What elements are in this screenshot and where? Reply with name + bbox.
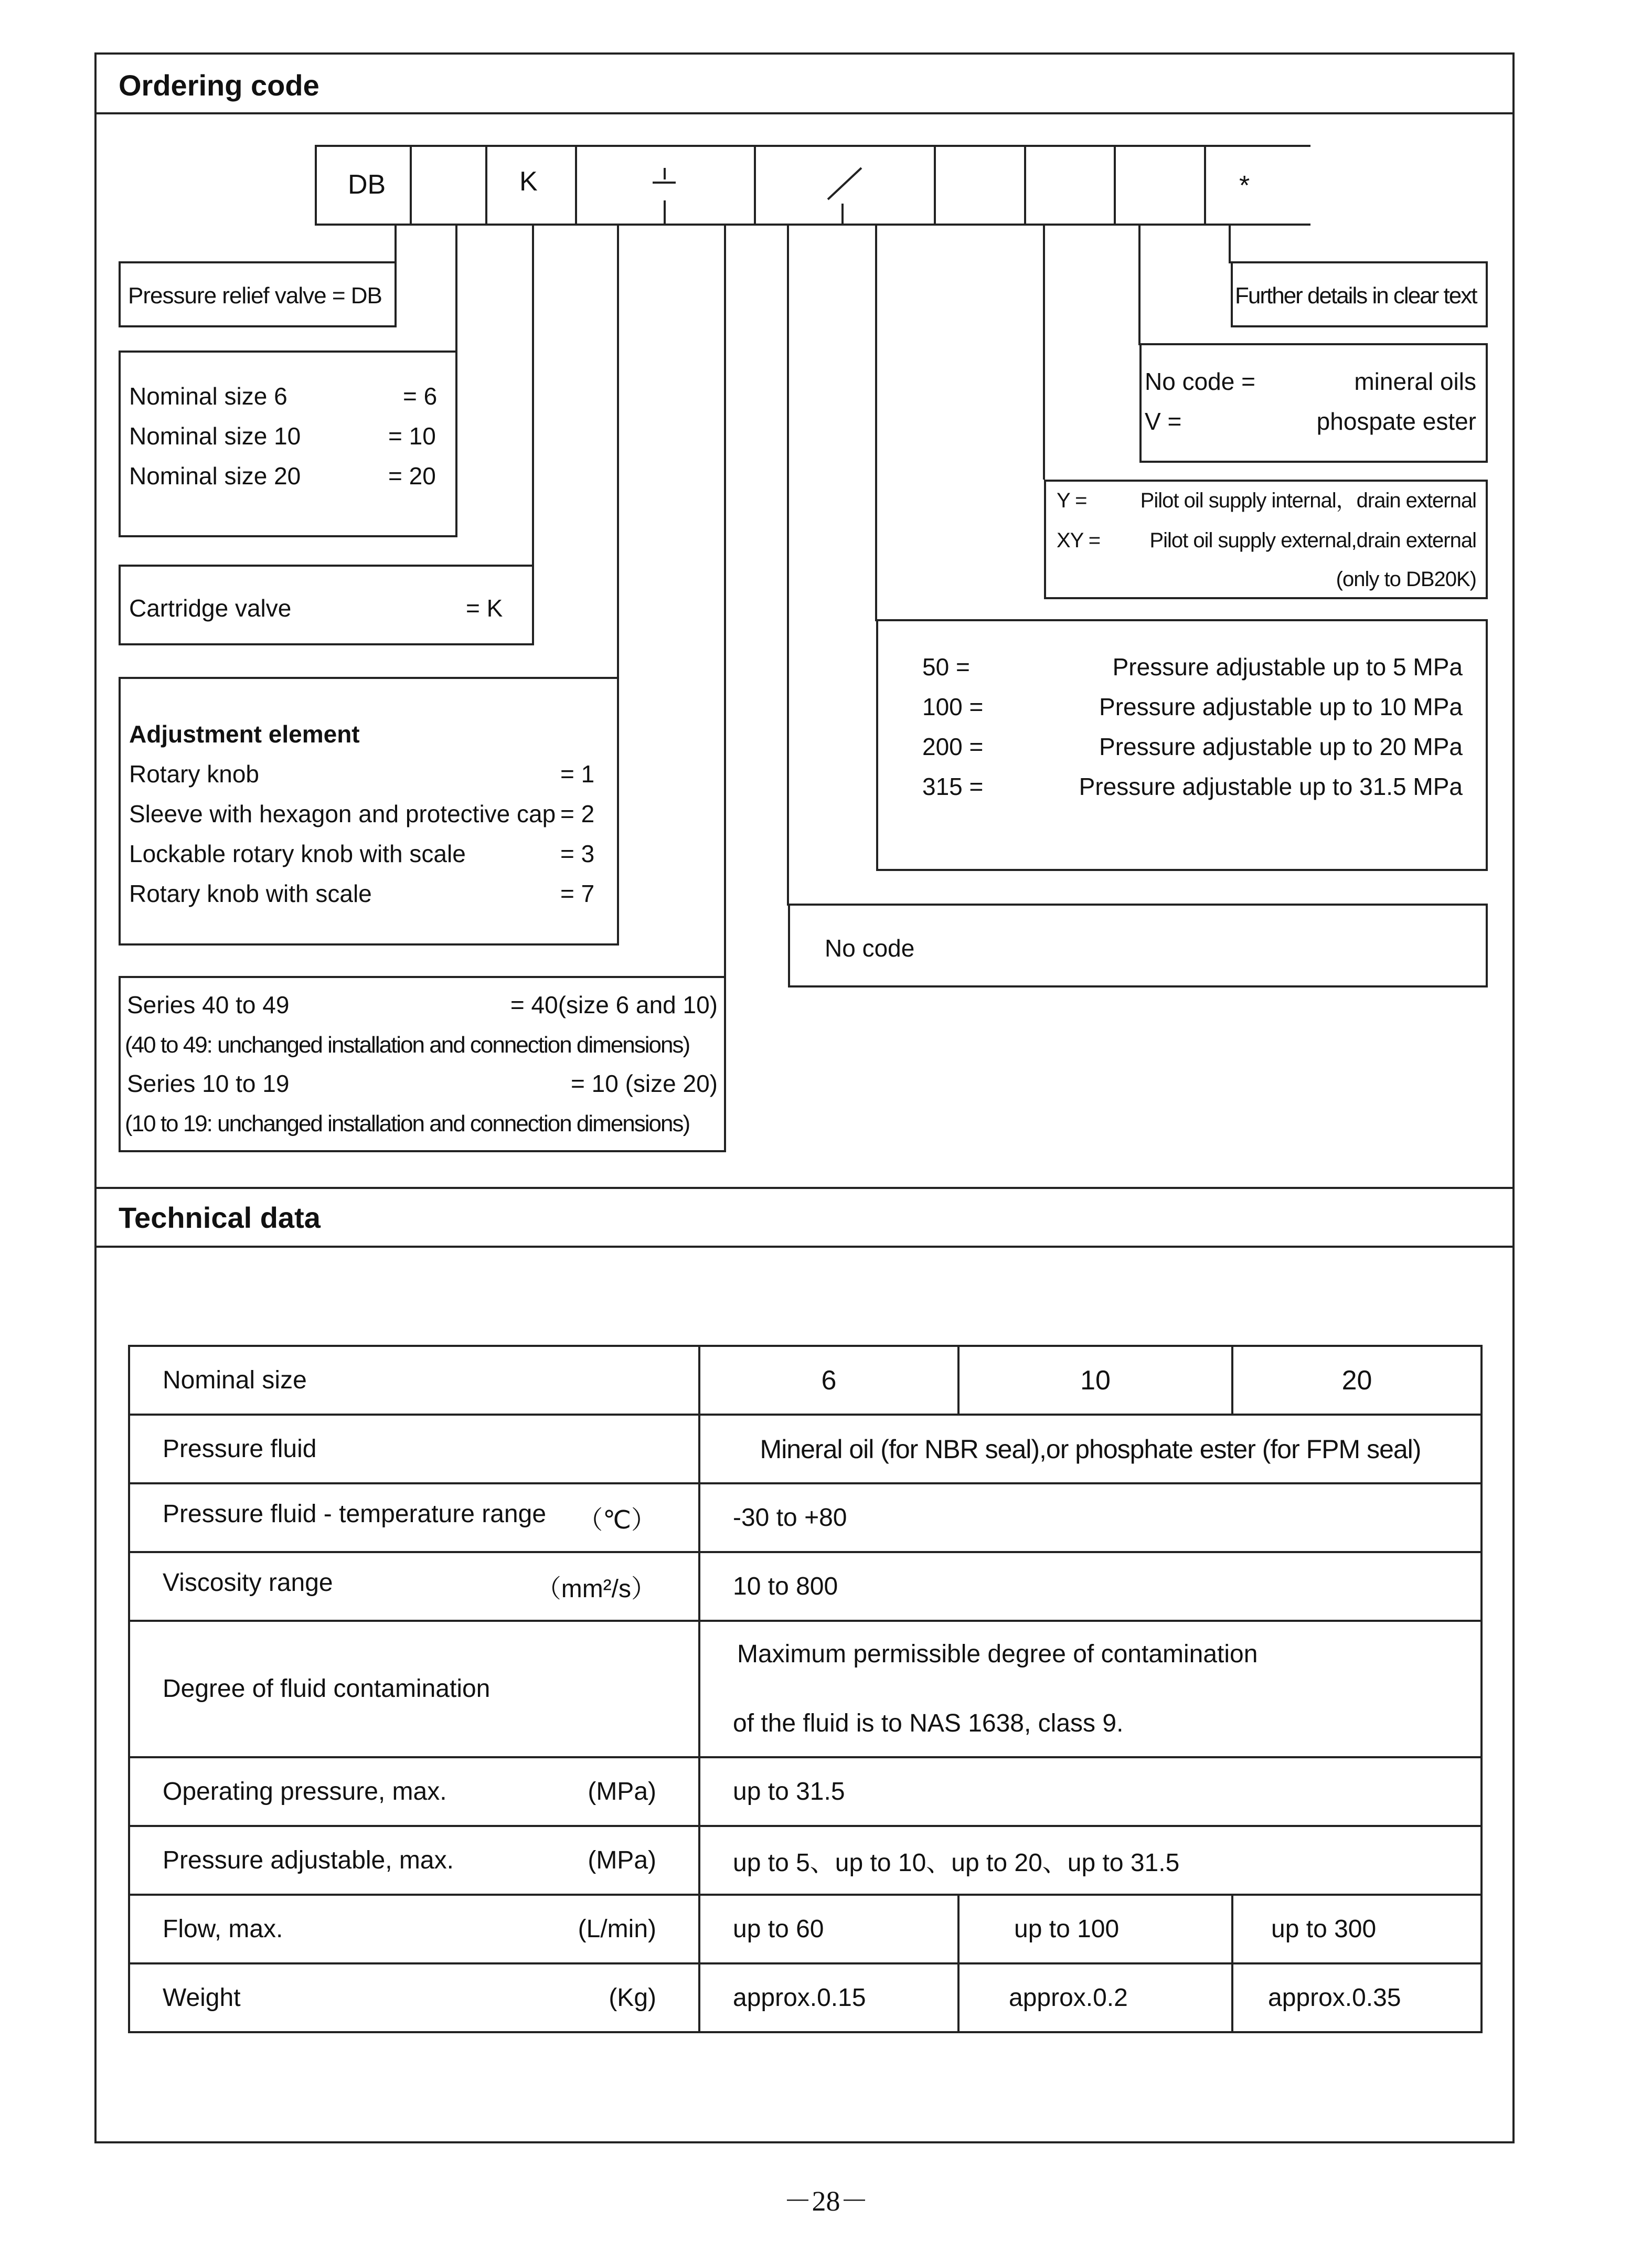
pressure-range-box (876, 619, 1488, 871)
fluid-nocode-value: mineral oils (1354, 368, 1476, 395)
value-cell: 20 (1232, 1346, 1482, 1415)
adjustment-1-label: Rotary knob (129, 760, 260, 788)
pilot-xy-value: Pilot oil supply external,drain external (1149, 529, 1476, 552)
pressure-50-code: 50 = (922, 653, 970, 681)
adjustment-3-code: = 3 (560, 840, 595, 867)
value-cell: up to 5、up to 10、up to 20、up to 31.5 (699, 1826, 1482, 1895)
table-row-pressure-fluid (129, 1415, 1482, 1483)
pressure-relief-text: Pressure relief valve = DB (128, 283, 382, 309)
series-40-note: (40 to 49: unchanged installation and connection dimensions) (125, 1032, 690, 1058)
value-cell: up to 300 (1232, 1895, 1482, 1963)
pressure-relief-box (119, 261, 397, 327)
nominal-10-label: Nominal size 10 (129, 422, 301, 450)
nominal-size-box (119, 351, 457, 537)
table-row-viscosity (129, 1552, 1482, 1621)
table-row-nominal-size (129, 1346, 1482, 1415)
section-divider-bottom (94, 1246, 1515, 1248)
nominal-20-code: = 20 (388, 462, 436, 490)
adjustment-2-code: = 2 (560, 800, 595, 827)
value-cell: Maximum permissible degree of contamination of the fluid is to NAS 1638, class 9. (699, 1621, 1482, 1757)
label-cell: Viscosity range （mm²/s） (129, 1552, 699, 1621)
value-cell: approx.0.2 (958, 1963, 1232, 2032)
adjustment-heading: Adjustment element (129, 720, 360, 748)
pressure-50-value: Pressure adjustable up to 5 MPa (1112, 653, 1463, 681)
further-details-box (1231, 261, 1488, 327)
nominal-10-code: = 10 (388, 422, 436, 450)
value-cell: approx.0.15 (699, 1963, 958, 2032)
value-cell: 10 to 800 (699, 1552, 1482, 1621)
series-40-code: = 40(size 6 and 10) (510, 991, 718, 1018)
label-cell: Operating pressure, max. (MPa) (129, 1757, 699, 1826)
pressure-315-value: Pressure adjustable up to 31.5 MPa (1079, 773, 1463, 800)
value-cell: -30 to +80 (699, 1483, 1482, 1552)
pilot-y-label: Y = (1057, 489, 1087, 512)
value-cell: up to 100 (958, 1895, 1232, 1963)
series-10-note: (10 to 19: unchanged installation and connection dimensions) (125, 1111, 690, 1137)
fluid-v-label: V = (1145, 408, 1182, 435)
table-row-weight (129, 1963, 1482, 2032)
further-details-text: Further details in clear text (1235, 283, 1477, 309)
value-cell: 10 (958, 1346, 1232, 1415)
pilot-y-value: Pilot oil supply internal，drain external (1140, 489, 1476, 512)
adjustment-7-code: = 7 (560, 880, 595, 907)
cartridge-label: Cartridge valve (129, 594, 292, 622)
cartridge-code: = K (466, 594, 503, 622)
label-cell: Weight (Kg) (129, 1963, 699, 2032)
value-cell: 6 (699, 1346, 958, 1415)
pressure-315-code: 315 = (922, 773, 984, 800)
table-row-temperature (129, 1483, 1482, 1552)
value-cell: approx.0.35 (1232, 1963, 1482, 2032)
fluid-box (1139, 343, 1488, 463)
slash-symbol (818, 157, 881, 226)
pilot-oil-box (1044, 480, 1488, 599)
label-cell: Flow, max. (L/min) (129, 1895, 699, 1963)
adjustment-2-label: Sleeve with hexagon and protective cap (129, 800, 556, 827)
nominal-6-label: Nominal size 6 (129, 383, 287, 410)
pressure-200-value: Pressure adjustable up to 20 MPa (1099, 733, 1463, 760)
label-cell: Pressure adjustable, max. (MPa) (129, 1826, 699, 1895)
pilot-xy-label: XY = (1057, 529, 1101, 552)
section-divider-top (94, 1187, 1515, 1189)
pressure-100-value: Pressure adjustable up to 10 MPa (1099, 693, 1463, 720)
adjustment-3-label: Lockable rotary knob with scale (129, 840, 466, 867)
value-cell: up to 60 (699, 1895, 958, 1963)
adjustment-1-code: = 1 (560, 760, 595, 788)
value-cell: up to 31.5 (699, 1757, 1482, 1826)
series-box (119, 976, 726, 1152)
technical-data-title: Technical data (119, 1201, 321, 1234)
series-40-label: Series 40 to 49 (127, 991, 290, 1018)
code-cell-db: DB (348, 169, 386, 200)
series-10-code: = 10 (size 20) (571, 1070, 718, 1097)
label-cell: Degree of fluid contamination (129, 1621, 699, 1757)
nominal-20-label: Nominal size 20 (129, 462, 301, 490)
series-10-label: Series 10 to 19 (127, 1070, 290, 1097)
label-cell: Nominal size (129, 1346, 699, 1415)
fluid-v-value: phospate ester (1316, 408, 1476, 435)
table-row-operating-pressure (129, 1757, 1482, 1826)
header-divider (94, 112, 1515, 114)
ordering-code-title: Ordering code (119, 69, 319, 102)
code-cell-k: K (519, 166, 538, 197)
value-cell: Mineral oil (for NBR seal),or phosphate ester (for FPM seal) (699, 1415, 1482, 1483)
label-cell: Pressure fluid (129, 1415, 699, 1483)
no-code-text: No code (825, 934, 915, 962)
pilot-note: (only to DB20K) (1336, 568, 1476, 591)
page-number: －28－ (783, 2185, 869, 2217)
label-cell: Pressure fluid - temperature range （℃） (129, 1483, 699, 1552)
pressure-100-code: 100 = (922, 693, 984, 720)
no-code-box (788, 904, 1488, 987)
dash-symbol (653, 182, 676, 184)
adjustment-element-box (119, 677, 619, 946)
table-row-contamination (129, 1621, 1482, 1757)
table-row-flow (129, 1895, 1482, 1963)
pressure-200-code: 200 = (922, 733, 984, 760)
nominal-6-code: = 6 (403, 383, 438, 410)
fluid-nocode-label: No code = (1145, 368, 1255, 395)
table-row-pressure-adjustable (129, 1826, 1482, 1895)
code-cell-star: * (1239, 171, 1250, 201)
technical-data-table (128, 1345, 1483, 2033)
adjustment-7-label: Rotary knob with scale (129, 880, 372, 907)
cartridge-valve-box (119, 565, 534, 645)
